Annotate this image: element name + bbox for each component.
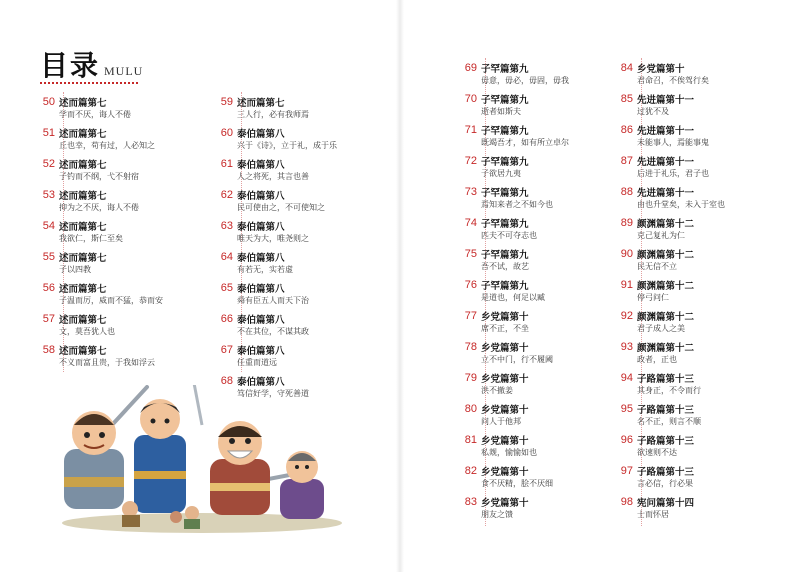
toc-entry[interactable] xyxy=(611,309,761,337)
chapter-title: 述而篇第七 xyxy=(59,160,107,171)
entry-quote: 子以四教 xyxy=(59,265,91,274)
entry-quote: 匹夫不可夺志也 xyxy=(481,231,537,240)
toc-entry[interactable] xyxy=(455,154,605,182)
entry-quote: 抑为之不厌，诲人不倦 xyxy=(59,203,139,212)
title-underline xyxy=(40,82,138,84)
book-gutter xyxy=(396,0,404,572)
page-number: 63 xyxy=(220,220,233,232)
entry-quote: 毋意，毋必，毋固，毋我 xyxy=(481,76,569,85)
chapter-title: 子路篇第十三 xyxy=(637,436,695,447)
entry-quote: 私觌，愉愉如也 xyxy=(481,448,537,457)
entry-quote: 克己复礼为仁 xyxy=(637,231,685,240)
cartoon-warriors-illustration xyxy=(52,385,342,535)
entry-quote: 言必信，行必果 xyxy=(637,479,693,488)
chapter-title: 颜渊篇第十二 xyxy=(637,281,695,292)
page-number: 84 xyxy=(620,62,633,74)
chapter-title: 乡党篇第十 xyxy=(481,467,529,478)
toc-entry[interactable] xyxy=(611,371,761,399)
chapter-title: 子罕篇第九 xyxy=(481,126,529,137)
chapter-title: 泰伯篇第八 xyxy=(237,129,285,140)
toc-entry[interactable] xyxy=(33,312,183,340)
chapter-title: 子罕篇第九 xyxy=(481,281,529,292)
chapter-title: 述而篇第七 xyxy=(237,98,285,109)
chapter-title: 述而篇第七 xyxy=(59,346,107,357)
entry-quote: 不义而富且贵，于我如浮云 xyxy=(59,358,155,367)
page-number: 86 xyxy=(620,124,633,136)
entry-quote: 欲速则不达 xyxy=(637,448,677,457)
entry-quote: 士而怀居 xyxy=(637,510,669,519)
page-number: 74 xyxy=(464,217,477,229)
entry-quote: 过犹不及 xyxy=(637,107,669,116)
page-number: 98 xyxy=(620,496,633,508)
page-number: 53 xyxy=(42,189,55,201)
toc-entry[interactable] xyxy=(455,464,605,492)
chapter-title: 子罕篇第九 xyxy=(481,250,529,261)
chapter-title: 颜渊篇第十二 xyxy=(637,312,695,323)
entry-quote: 子欲居九夷 xyxy=(481,169,521,178)
toc-entry[interactable] xyxy=(611,185,761,213)
toc-entry[interactable] xyxy=(611,278,761,306)
toc-entry[interactable] xyxy=(455,92,605,120)
chapter-title: 颜渊篇第十二 xyxy=(637,219,695,230)
chapter-title: 述而篇第七 xyxy=(59,222,107,233)
toc-entry[interactable] xyxy=(455,185,605,213)
entry-quote: 民无信不立 xyxy=(637,262,677,271)
chapter-title: 子路篇第十三 xyxy=(637,405,695,416)
toc-entry[interactable] xyxy=(455,247,605,275)
page-number: 72 xyxy=(464,155,477,167)
page-number: 92 xyxy=(620,310,633,322)
page-number: 55 xyxy=(42,251,55,263)
entry-quote: 席不正，不坐 xyxy=(481,324,529,333)
entry-quote: 子钓而不纲，弋不射宿 xyxy=(59,172,139,181)
page-number: 59 xyxy=(220,96,233,108)
page-number: 94 xyxy=(620,372,633,384)
entry-quote: 立不中门，行不履阈 xyxy=(481,355,553,364)
entry-quote: 民可使由之，不可使知之 xyxy=(237,203,325,212)
entry-quote: 其身正，不令而行 xyxy=(637,386,701,395)
page-number: 90 xyxy=(620,248,633,260)
chapter-title: 泰伯篇第八 xyxy=(237,315,285,326)
toc-entry[interactable] xyxy=(611,464,761,492)
toc-entry[interactable] xyxy=(211,157,361,185)
entry-quote: 我欲仁，斯仁至矣 xyxy=(59,234,123,243)
chapter-title: 颜渊篇第十二 xyxy=(637,343,695,354)
page-number: 81 xyxy=(464,434,477,446)
toc-entry[interactable] xyxy=(611,61,761,89)
entry-quote: 子温而厉，威而不猛，恭而安 xyxy=(59,296,163,305)
page-number: 64 xyxy=(220,251,233,263)
toc-entry[interactable] xyxy=(33,250,183,278)
chapter-title: 乡党篇第十 xyxy=(637,64,685,75)
entry-quote: 笃信好学，守死善道 xyxy=(237,389,309,398)
toc-entry[interactable] xyxy=(611,123,761,151)
chapter-title: 泰伯篇第八 xyxy=(237,253,285,264)
page-number: 68 xyxy=(220,375,233,387)
page-number: 75 xyxy=(464,248,477,260)
toc-entry[interactable] xyxy=(611,402,761,430)
toc-entry[interactable] xyxy=(611,92,761,120)
page-number: 73 xyxy=(464,186,477,198)
entry-quote: 唯天为大，唯尧则之 xyxy=(237,234,309,243)
toc-entry[interactable] xyxy=(611,216,761,244)
entry-quote: 是道也，何足以臧 xyxy=(481,293,545,302)
page-number: 71 xyxy=(464,124,477,136)
entry-quote: 吾不试，故艺 xyxy=(481,262,529,271)
toc-entry[interactable] xyxy=(611,247,761,275)
chapter-title: 乡党篇第十 xyxy=(481,343,529,354)
toc-entry[interactable] xyxy=(611,495,761,523)
page-number: 57 xyxy=(42,313,55,325)
entry-quote: 舜有臣五人而天下治 xyxy=(237,296,309,305)
chapter-title: 子路篇第十三 xyxy=(637,374,695,385)
page-number: 51 xyxy=(42,127,55,139)
entry-quote: 三人行，必有我师焉 xyxy=(237,110,309,119)
entry-quote: 君命召，不俟驾行矣 xyxy=(637,76,709,85)
entry-quote: 既竭吾才，如有所立卓尔 xyxy=(481,138,569,147)
chapter-title: 述而篇第七 xyxy=(59,98,107,109)
chapter-title: 泰伯篇第八 xyxy=(237,346,285,357)
entry-quote: 食不厌精，脍不厌细 xyxy=(481,479,553,488)
entry-quote: 逝者如斯夫 xyxy=(481,107,521,116)
toc-entry[interactable] xyxy=(455,433,605,461)
page-number: 88 xyxy=(620,186,633,198)
chapter-title: 泰伯篇第八 xyxy=(237,377,285,388)
page-number: 96 xyxy=(620,434,633,446)
toc-entry[interactable] xyxy=(33,281,183,309)
toc-title-pinyin: MULU xyxy=(104,64,144,78)
chapter-title: 子罕篇第九 xyxy=(481,219,529,230)
page-number: 76 xyxy=(464,279,477,291)
page-number: 61 xyxy=(220,158,233,170)
page-number: 78 xyxy=(464,341,477,353)
chapter-title: 泰伯篇第八 xyxy=(237,160,285,171)
toc-entry[interactable] xyxy=(455,371,605,399)
page-number: 58 xyxy=(42,344,55,356)
chapter-title: 乡党篇第十 xyxy=(481,498,529,509)
chapter-title: 述而篇第七 xyxy=(59,315,107,326)
entry-quote: 不在其位，不谋其政 xyxy=(237,327,309,336)
toc-entry[interactable] xyxy=(33,157,183,185)
entry-quote: 任重而道远 xyxy=(237,358,277,367)
page-number: 60 xyxy=(220,127,233,139)
page-number: 70 xyxy=(464,93,477,105)
page-number: 52 xyxy=(42,158,55,170)
toc-entry[interactable] xyxy=(33,188,183,216)
toc-entry[interactable] xyxy=(211,312,361,340)
toc-entry[interactable] xyxy=(455,61,605,89)
chapter-title: 子罕篇第九 xyxy=(481,188,529,199)
entry-quote: 政者，正也 xyxy=(637,355,677,364)
chapter-title: 先进篇第十一 xyxy=(637,188,695,199)
entry-quote: 洪不撤姜 xyxy=(481,386,513,395)
chapter-title: 述而篇第七 xyxy=(59,191,107,202)
chapter-title: 先进篇第十一 xyxy=(637,126,695,137)
toc-entry[interactable] xyxy=(211,188,361,216)
page-number: 95 xyxy=(620,403,633,415)
toc-entry[interactable] xyxy=(611,340,761,368)
toc-entry[interactable] xyxy=(455,309,605,337)
page-number: 83 xyxy=(464,496,477,508)
page-number: 97 xyxy=(620,465,633,477)
chapter-title: 泰伯篇第八 xyxy=(237,222,285,233)
entry-quote: 朋友之馈 xyxy=(481,510,513,519)
toc-entry[interactable] xyxy=(211,126,361,154)
chapter-title: 子路篇第十三 xyxy=(637,467,695,478)
chapter-title: 颜渊篇第十二 xyxy=(637,250,695,261)
chapter-title: 乡党篇第十 xyxy=(481,374,529,385)
chapter-title: 乡党篇第十 xyxy=(481,405,529,416)
page-number: 69 xyxy=(464,62,477,74)
toc-entry[interactable] xyxy=(455,278,605,306)
entry-quote: 兴于《诗》，立于礼，成于乐 xyxy=(237,141,337,150)
toc-entry[interactable] xyxy=(33,219,183,247)
entry-quote: 有若无，实若虚 xyxy=(237,265,293,274)
entry-quote: 丘也幸，苟有过，人必知之 xyxy=(59,141,155,150)
entry-quote: 学而不厌，诲人不倦 xyxy=(59,110,131,119)
toc-entry[interactable] xyxy=(33,126,183,154)
chapter-title: 泰伯篇第八 xyxy=(237,191,285,202)
chapter-title: 先进篇第十一 xyxy=(637,95,695,106)
toc-entry[interactable] xyxy=(611,154,761,182)
page-number: 79 xyxy=(464,372,477,384)
entry-quote: 君子成人之美 xyxy=(637,324,685,333)
toc-entry[interactable] xyxy=(455,402,605,430)
toc-entry[interactable] xyxy=(33,95,183,123)
page-number: 85 xyxy=(620,93,633,105)
page-number: 66 xyxy=(220,313,233,325)
page-number: 62 xyxy=(220,189,233,201)
chapter-title: 子罕篇第九 xyxy=(481,95,529,106)
toc-title-chinese: 目录 xyxy=(40,49,101,82)
page-number: 56 xyxy=(42,282,55,294)
entry-quote: 停弓问仁 xyxy=(637,293,669,302)
chapter-title: 宪问篇第十四 xyxy=(637,498,695,509)
toc-title xyxy=(40,44,143,84)
page-number: 91 xyxy=(620,279,633,291)
page-number: 77 xyxy=(464,310,477,322)
entry-quote: 后进于礼乐，君子也 xyxy=(637,169,709,178)
toc-entry[interactable] xyxy=(211,281,361,309)
page-number: 93 xyxy=(620,341,633,353)
chapter-title: 泰伯篇第八 xyxy=(237,284,285,295)
toc-entry[interactable] xyxy=(211,250,361,278)
page-number: 89 xyxy=(620,217,633,229)
page-number: 50 xyxy=(42,96,55,108)
entry-quote: 焉知来者之不如今也 xyxy=(481,200,553,209)
entry-quote: 未能事人，焉能事鬼 xyxy=(637,138,709,147)
page-number: 80 xyxy=(464,403,477,415)
chapter-title: 子罕篇第九 xyxy=(481,64,529,75)
entry-quote: 由也升堂矣，未入于室也 xyxy=(637,200,725,209)
toc-entry[interactable] xyxy=(455,340,605,368)
page-number: 67 xyxy=(220,344,233,356)
toc-entry[interactable] xyxy=(455,216,605,244)
chapter-title: 先进篇第十一 xyxy=(637,157,695,168)
page-number: 54 xyxy=(42,220,55,232)
toc-entry[interactable] xyxy=(211,95,361,123)
chapter-title: 述而篇第七 xyxy=(59,284,107,295)
entry-quote: 问人于他邦 xyxy=(481,417,521,426)
chapter-title: 乡党篇第十 xyxy=(481,436,529,447)
entry-quote: 人之将死，其言也善 xyxy=(237,172,309,181)
page-number: 87 xyxy=(620,155,633,167)
chapter-title: 乡党篇第十 xyxy=(481,312,529,323)
toc-entry[interactable] xyxy=(211,219,361,247)
entry-quote: 文，莫吾犹人也 xyxy=(59,327,115,336)
toc-entry[interactable] xyxy=(455,123,605,151)
toc-entry[interactable] xyxy=(455,495,605,523)
page-number: 82 xyxy=(464,465,477,477)
chapter-title: 子罕篇第九 xyxy=(481,157,529,168)
toc-entry[interactable] xyxy=(611,433,761,461)
page-number: 65 xyxy=(220,282,233,294)
entry-quote: 名不正，则言不顺 xyxy=(637,417,701,426)
toc-entry[interactable] xyxy=(211,343,361,371)
chapter-title: 述而篇第七 xyxy=(59,129,107,140)
toc-entry[interactable] xyxy=(33,343,183,371)
chapter-title: 述而篇第七 xyxy=(59,253,107,264)
